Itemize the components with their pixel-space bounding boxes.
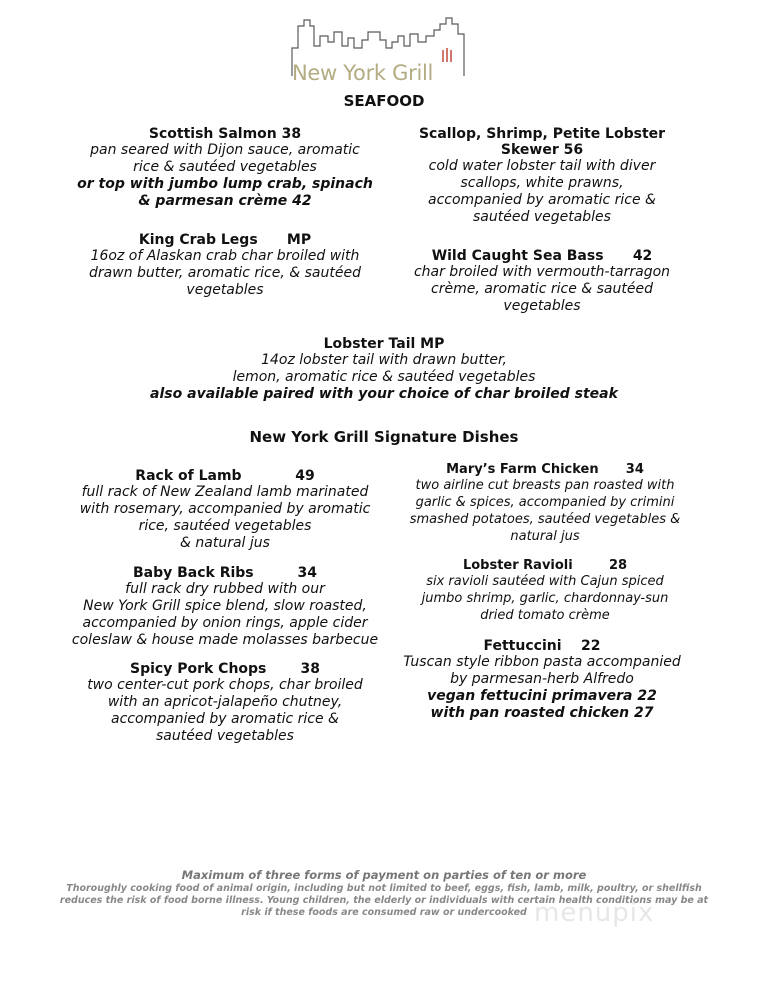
item-desc: cold water lobster tail with diver [428,158,656,174]
item-title: Spicy Pork Chops 38 [130,661,320,677]
food-safety-warning: Thoroughly cooking food of animal origin, including but not limited to beef, eggs, fish, lamb, milk, poultry, or shellfish reduces the risk of food borne illness. Young children, the elderly or individuals with certain health conditions may be at risk if these foods are consumed raw or undercooked [59,883,709,918]
item-desc: coleslaw & house made molasses barbecue [71,632,379,648]
menu-item-baby-back-ribs [55,565,395,649]
item-desc: drawn butter, aromatic rice, & sautéed [89,265,361,281]
menu-item-fettuccini [382,638,702,722]
item-title: Wild Caught Sea Bass 42 [431,248,653,264]
item-title: Skewer 56 [500,142,584,158]
menu-item-king-crab [60,232,390,299]
item-desc: two center-cut pork chops, char broiled [87,677,363,693]
item-title: Baby Back Ribs 34 [132,565,318,581]
menu-item-rack-of-lamb [55,468,395,552]
item-desc: natural jus [510,529,580,544]
item-desc: sautéed vegetables [156,728,294,744]
item-desc: rice & sautéed vegetables [133,159,317,175]
watermark: menupix [534,898,655,928]
menu-item-marys-farm-chicken [390,462,700,545]
item-desc: with an apricot-jalapeño chutney, [107,694,343,710]
item-desc: 14oz lobster tail with drawn butter, [261,352,507,368]
item-desc: garlic & spices, accompanied by crimini [415,495,675,510]
item-desc: dried tomato crème [480,608,610,623]
item-desc: full rack dry rubbed with our [125,581,325,597]
menu-item-lobster-tail [0,336,768,403]
item-desc: 16oz of Alaskan crab char broiled with [90,248,360,264]
item-desc: with rosemary, accompanied by aromatic [79,501,371,517]
item-desc: by parmesan-herb Alfredo [450,671,634,687]
item-title: Lobster Tail MP [323,336,445,352]
menu-item-lobster-ravioli [390,558,700,624]
item-desc: sautéed vegetables [473,209,611,225]
menu-item-sea-bass [392,248,692,315]
logo [288,14,472,90]
item-desc: char broiled with vermouth-tarragon [413,264,671,280]
item-desc: jumbo shrimp, garlic, chardonnay-sun [421,591,669,606]
item-extra: or top with jumbo lump crab, spinach [77,176,373,192]
item-extra: vegan fettucini primavera 22 [427,688,657,704]
menu-item-scallop-skewer [392,126,692,226]
item-extra: with pan roasted chicken 27 [430,705,654,721]
item-desc: lemon, aromatic rice & sautéed vegetables [232,369,536,385]
item-title: Scallop, Shrimp, Petite Lobster [418,126,666,142]
item-desc: accompanied by aromatic rice & [111,711,339,727]
item-desc: New York Grill spice blend, slow roasted, [83,598,367,614]
item-title: Scottish Salmon 38 [148,126,302,142]
item-title: Rack of Lamb 49 [135,468,315,484]
item-extra: also available paired with your choice of char broiled steak [150,386,618,402]
item-title: King Crab Legs MP [138,232,312,248]
item-desc: two airline cut breasts pan roasted with [415,478,675,493]
item-desc: pan seared with Dijon sauce, aromatic [90,142,360,158]
item-desc: & natural jus [180,535,270,551]
section-title-signature: New York Grill Signature Dishes [249,428,519,446]
item-desc: Tuscan style ribbon pasta accompanied [403,654,681,670]
item-desc: vegetables [186,282,264,298]
item-desc: accompanied by onion rings, apple cider [82,615,368,631]
menu-item-scottish-salmon [60,126,390,210]
item-title: Lobster Ravioli 28 [462,558,628,573]
item-desc: scallops, white prawns, [460,175,624,191]
item-desc: smashed potatoes, sautéed vegetables & [409,512,681,527]
brand-name: New York Grill [292,61,434,85]
payment-notice: Maximum of three forms of payment on parties of ten or more [181,868,587,882]
item-title: Mary’s Farm Chicken 34 [446,462,644,477]
item-desc: accompanied by aromatic rice & [428,192,656,208]
item-desc: full rack of New Zealand lamb marinated [81,484,369,500]
item-desc: vegetables [503,298,581,314]
menu-item-spicy-pork-chops [55,661,395,745]
item-desc: crème, aromatic rice & sautéed [431,281,653,297]
item-extra: & parmesan crème 42 [138,193,312,209]
section-title-seafood: SEAFOOD [343,92,425,110]
item-desc: six ravioli sautéed with Cajun spiced [426,574,664,589]
item-desc: rice, sautéed vegetables [138,518,312,534]
item-title: Fettuccini 22 [483,638,601,654]
